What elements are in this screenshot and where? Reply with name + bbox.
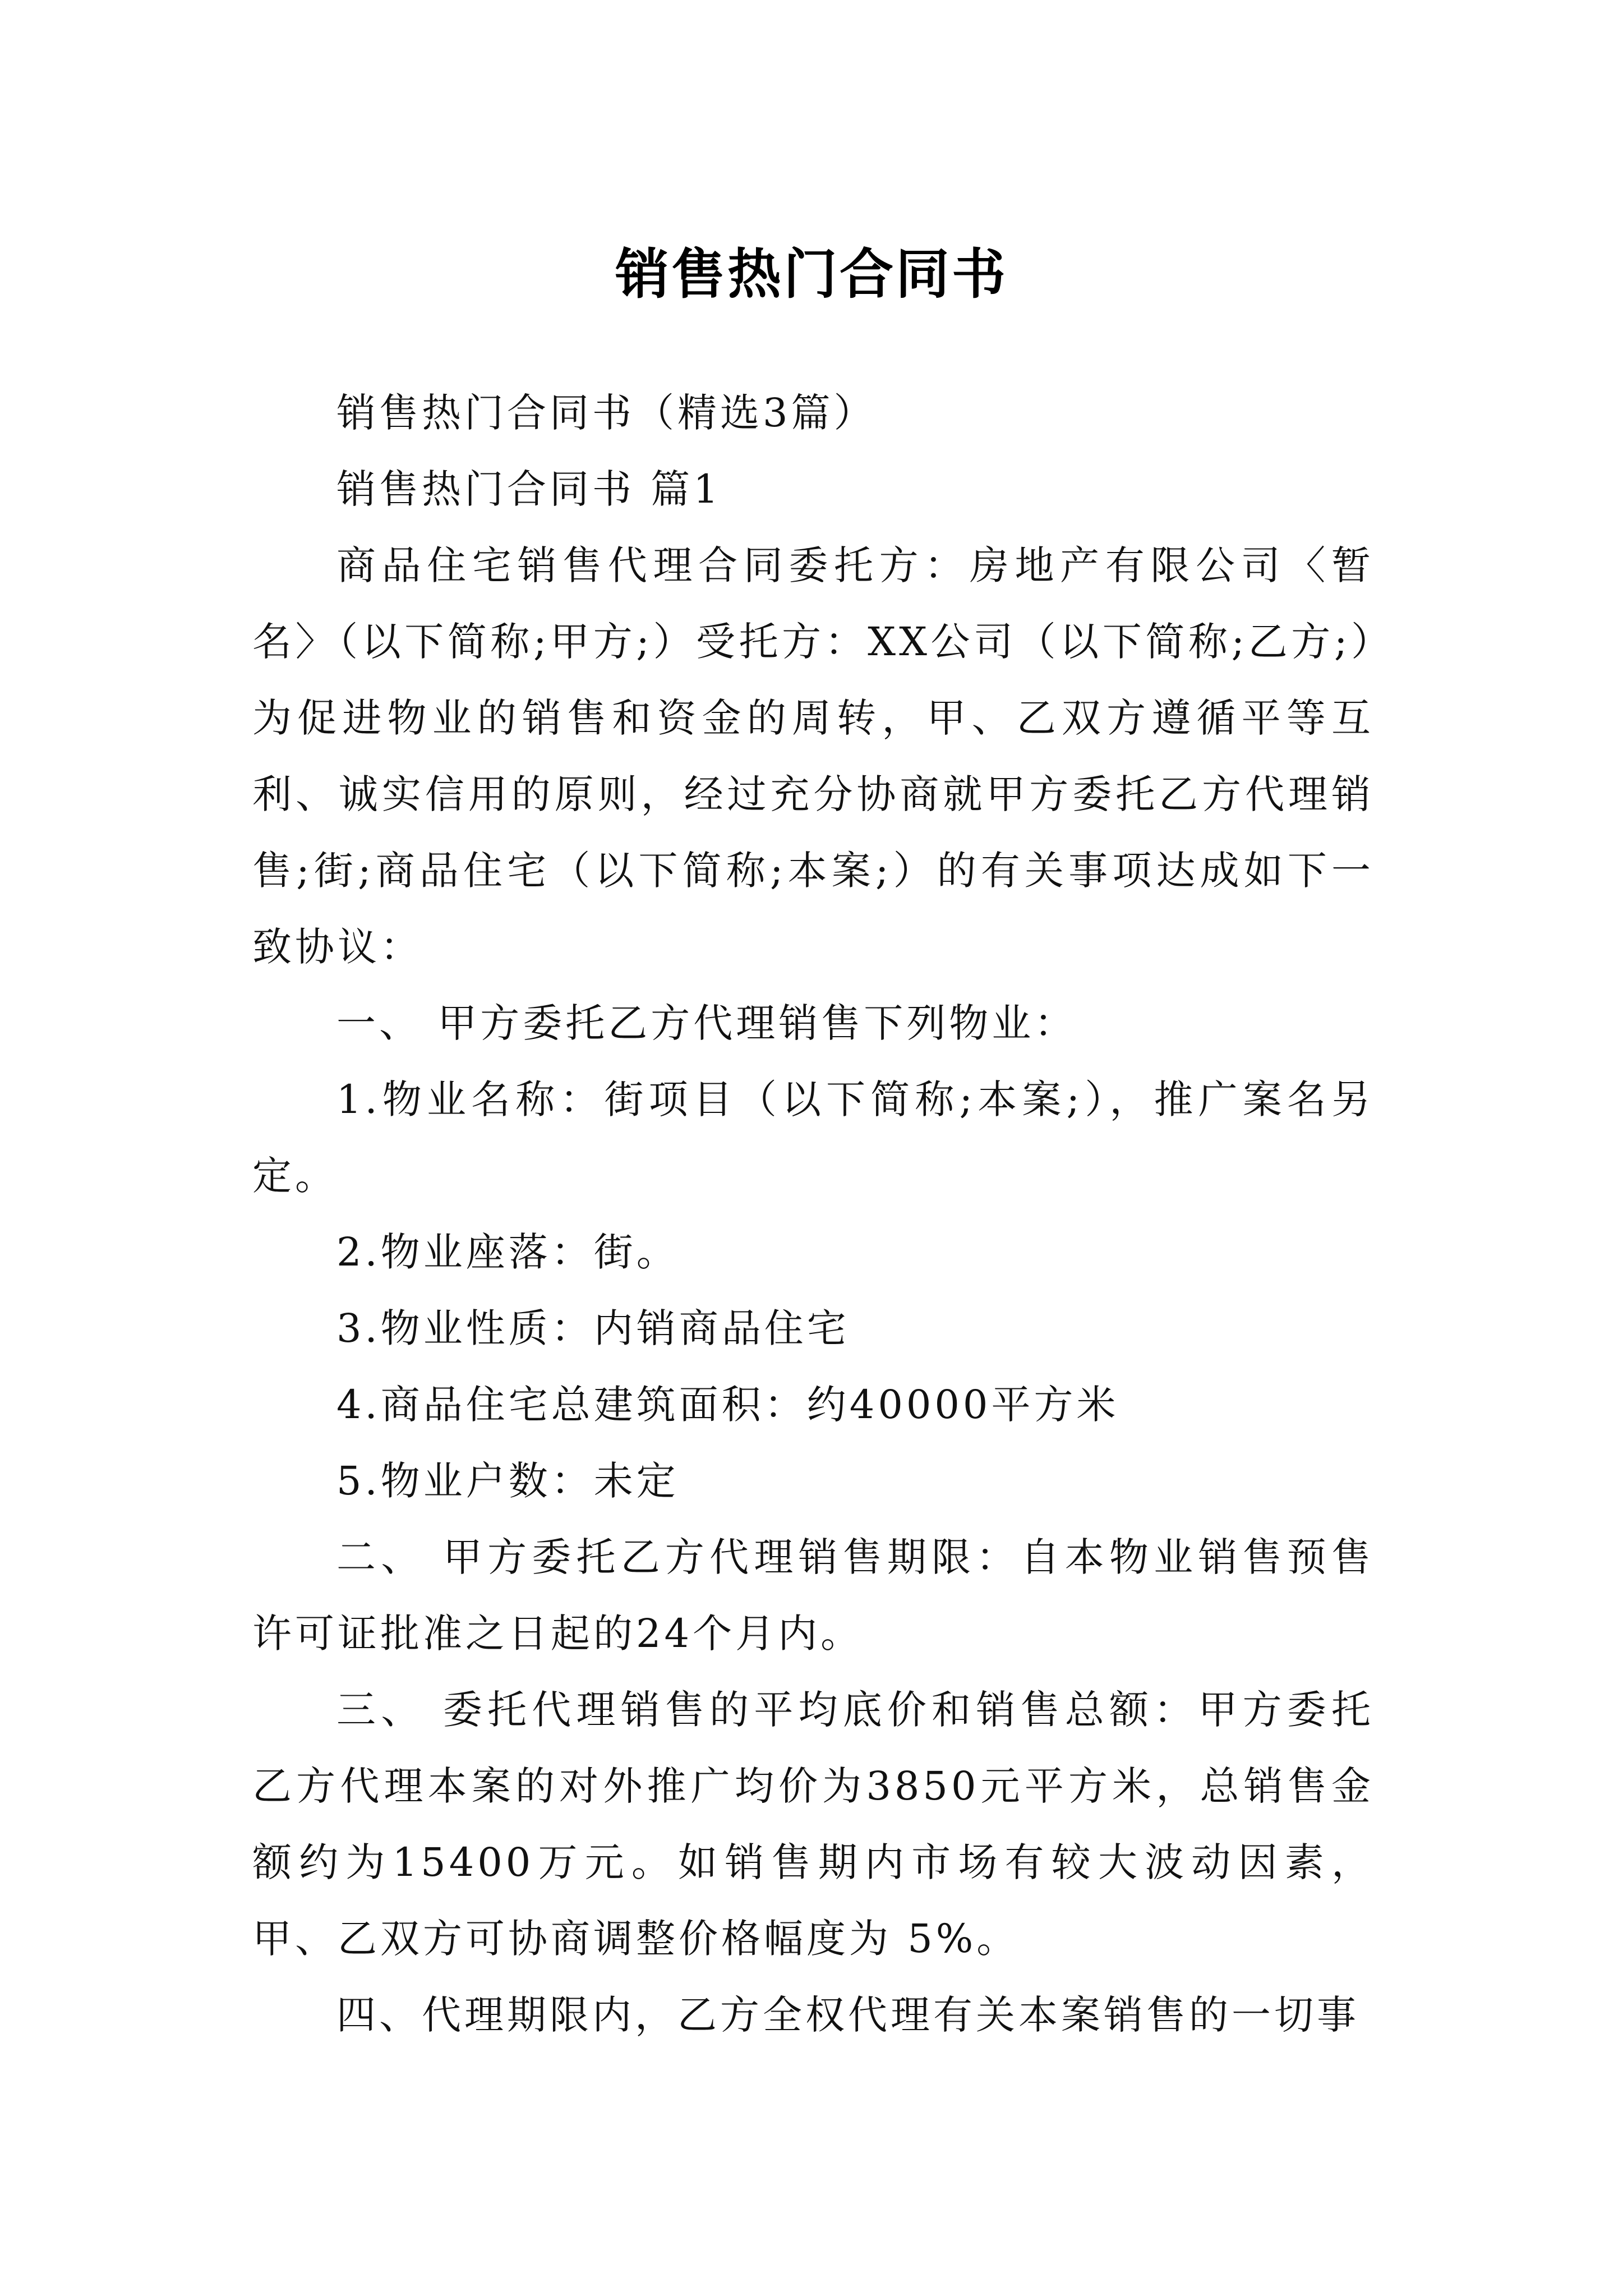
- document-body: [252, 375, 1374, 2053]
- paragraph-preamble: 商品住宅销售代理合同委托方：房地产有限公司〈暂名〉（以下简称;甲方;）受托方：XX公司（以下简称;乙方;）为促进物业的销售和资金的周转，甲、乙双方遵循平等互利、诚实信用的原则，经过充分协商就甲方委托乙方代理销售;街;商品住宅（以下简称;本案;）的有关事项达成如下一致协议：: [252, 542, 1374, 970]
- paragraph-item-1: 1.物业名称：街项目（以下简称;本案;），推广案名另定。: [252, 1076, 1374, 1199]
- paragraph-item-4: 4.商品住宅总建筑面积：约40000平方米: [336, 1382, 1119, 1428]
- paragraph-item-2: 2.物业座落：街。: [336, 1229, 679, 1275]
- paragraph-clause-3: 三、 委托代理销售的平均底价和销售总额：甲方委托乙方代理本案的对外推广均价为3850元平方米，总销售金额约为15400万元。如销售期内市场有较大波动因素，甲、乙双方可协商调整价格幅度为 5%。: [252, 1687, 1374, 1962]
- paragraph-clause-1: 一、 甲方委托乙方代理销售下列物业：: [336, 1000, 1077, 1046]
- paragraph-subtitle: 销售热门合同书（精选3篇）: [336, 390, 877, 436]
- paragraph-item-5: 5.物业户数：未定: [336, 1458, 679, 1504]
- paragraph-clause-2: 二、 甲方委托乙方代理销售期限：自本物业销售预售许可证批准之日起的24个月内。: [252, 1534, 1374, 1657]
- paragraph-item-3: 3.物业性质：内销商品住宅: [336, 1305, 850, 1351]
- paragraph-section-heading: 销售热门合同书 篇1: [336, 466, 722, 512]
- document-title: 销售热门合同书: [615, 243, 1008, 306]
- paragraph-clause-4: 四、代理期限内，乙方全权代理有关本案销售的一切事: [336, 1992, 1359, 2038]
